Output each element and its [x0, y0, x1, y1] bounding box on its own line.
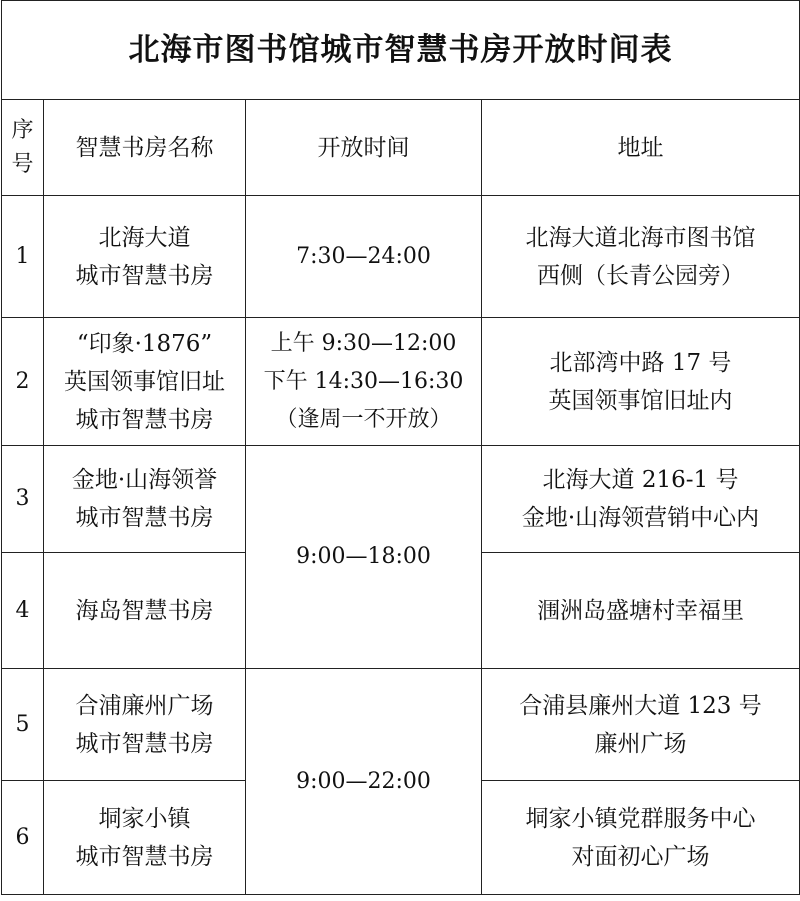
- row-name-line: 英国领事馆旧址: [64, 368, 225, 395]
- row-name: [44, 318, 246, 446]
- row-seq: 6: [2, 781, 44, 895]
- row-address-line: 北海大道北海市图书馆: [525, 224, 756, 251]
- row-address-line: 金地·山海领营销中心内: [521, 505, 760, 531]
- row-name: [44, 196, 246, 318]
- row-address-line: 垌家小镇党群服务中心: [525, 805, 756, 832]
- row-hours-line: 下午 14:30—16:30: [263, 368, 464, 394]
- row-name-line: 城市智慧书房: [75, 262, 214, 289]
- row-name: [44, 553, 246, 669]
- row-seq: 5: [2, 669, 44, 781]
- row-name: [44, 446, 246, 553]
- row-name-line: 金地·山海领誉: [71, 467, 218, 493]
- table-row: [2, 446, 800, 553]
- header-name: 智慧书房名称: [44, 100, 246, 196]
- header-seq-line1: 序: [11, 117, 34, 143]
- table-row: [2, 669, 800, 781]
- row-address: [482, 446, 800, 553]
- row-name-line: 城市智慧书房: [75, 730, 214, 757]
- row-address-line: 合浦县廉州大道 123 号: [519, 692, 762, 719]
- row-seq: 4: [2, 553, 44, 669]
- row-address-line: 北海大道 216-1 号: [542, 467, 739, 493]
- table-row: [2, 318, 800, 446]
- row-hours: [246, 196, 482, 318]
- row-name-line: 北海大道: [98, 224, 191, 251]
- row-address-line: 英国领事馆旧址内: [548, 387, 733, 414]
- row-name: [44, 781, 246, 895]
- row-hours-line: 7:30—24:00: [296, 243, 431, 269]
- row-seq: 1: [2, 196, 44, 318]
- row-name-line: 城市智慧书房: [75, 406, 214, 433]
- row-hours: [246, 318, 482, 446]
- row-address-line: 西侧（长青公园旁）: [537, 262, 744, 289]
- row-name-line: 垌家小镇: [98, 805, 191, 832]
- row-name-line: “印象·1876”: [76, 330, 213, 357]
- row-address: [482, 196, 800, 318]
- row-seq: 2: [2, 318, 44, 446]
- row-address: [482, 318, 800, 446]
- row-seq: 3: [2, 446, 44, 553]
- row-address: [482, 553, 800, 669]
- header-row: [2, 100, 800, 196]
- row-address-line: 北部湾中路 17 号: [549, 349, 732, 376]
- row-address-line: 涠洲岛盛塘村幸福里: [537, 597, 744, 624]
- header-seq-line2: 号: [11, 151, 34, 177]
- row-name-line: 海岛智慧书房: [75, 597, 214, 624]
- page-title: 北海市图书馆城市智慧书房开放时间表: [2, 1, 800, 100]
- table-row: [2, 196, 800, 318]
- row-hours: [246, 669, 482, 895]
- row-hours-line: （逢周一不开放）: [275, 406, 452, 432]
- row-address-line: 对面初心广场: [571, 843, 710, 870]
- header-seq: [2, 100, 44, 196]
- row-name: [44, 669, 246, 781]
- row-hours: [246, 446, 482, 669]
- row-name-line: 城市智慧书房: [75, 505, 214, 531]
- opening-hours-table: [1, 0, 800, 895]
- row-hours-line: 9:00—18:00: [296, 544, 431, 569]
- row-address: [482, 669, 800, 781]
- header-hours: 开放时间: [246, 100, 482, 196]
- header-address: 地址: [482, 100, 800, 196]
- row-hours-line: 9:00—22:00: [296, 768, 431, 794]
- row-address: [482, 781, 800, 895]
- row-name-line: 合浦廉州广场: [75, 692, 214, 719]
- row-name-line: 城市智慧书房: [75, 843, 214, 870]
- row-hours-line: 上午 9:30—12:00: [270, 330, 457, 356]
- row-address-line: 廉州广场: [594, 730, 687, 757]
